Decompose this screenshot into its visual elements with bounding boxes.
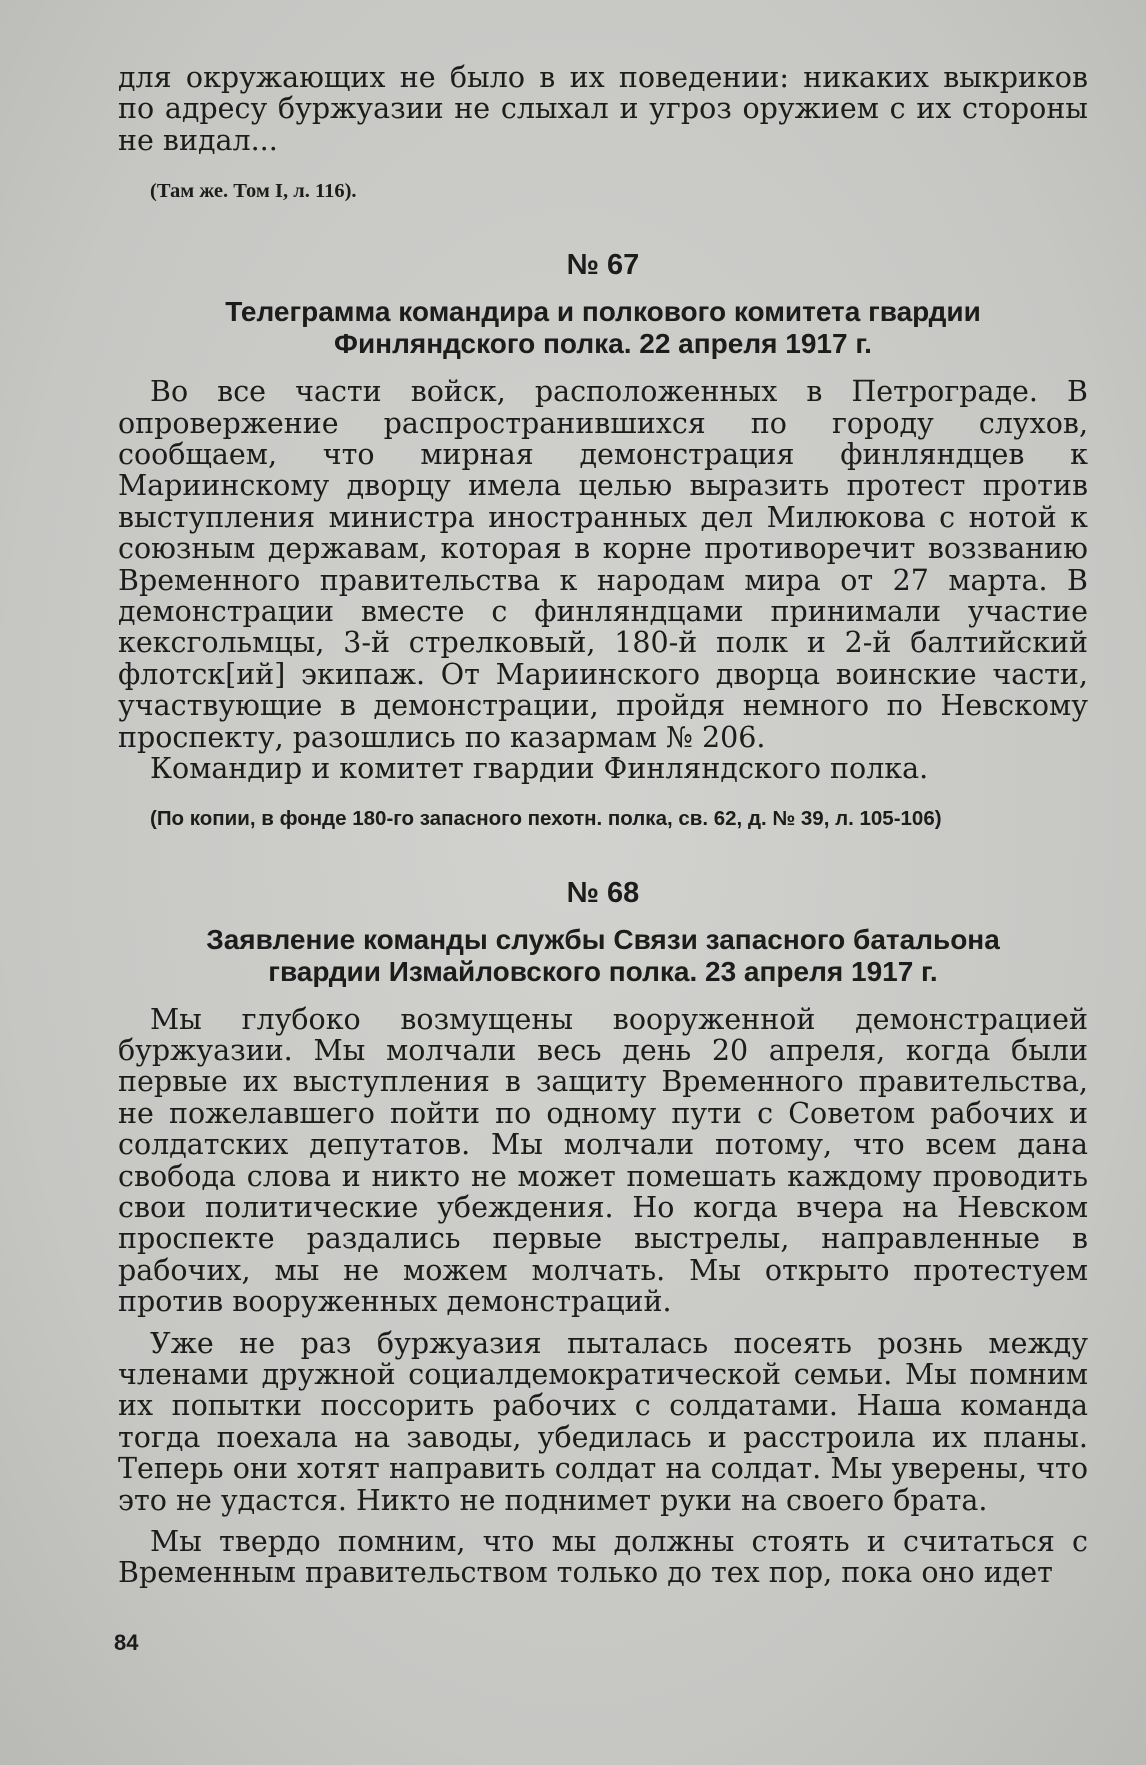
document-title: Телеграмма командира и полкового комитета гвардии Финляндского полка. 22 апреля 1917 г. <box>225 296 981 360</box>
document-title: Заявление команды службы Связи запасного батальона гвардии Измайловского полка. 23 апреля 1917 г. <box>206 923 1000 987</box>
continued-paragraph: для окружающих не было в их поведении: никаких выкриков по адресу буржуазии не слыхал и угроз оружием с их стороны не видал... <box>118 61 1088 157</box>
page-content <box>118 62 1088 1589</box>
document-paragraph: Уже не раз буржуазия пыталась посеять рознь между членами дружной социалдемократической семьи. Мы помним их попытки поссорить рабочих с солдатами. Наша команда тогда поехала на заводы, убедилась и расстроила их планы. Теперь они хотят направить солдат на солдат. Мы уверены, что это не удастся. Никто не поднимет руки на своего брата. <box>118 1326 1088 1517</box>
document-number: № 68 <box>566 876 640 909</box>
document-paragraph: Во все части войск, расположенных в Петрограде. В опровержение распространившихся по городу слухов, сообщаем, что мирная демонстрация финляндцев к Мариинскому дворцу имела целью выразить протест против выступления министра иностранных дел Милюкова с нотой к союзным державам, которая в корне противоречит воззванию Временного правительства к народам мира от 27 марта. В демонстрации вместе с финляндцами принимали участие кексгольмцы, 3-й стрелковый, 180-й полк и 2-й балтийский флотск[ий] экипаж. От Мариинского дворца воинские части, участвующие в демонстрации, пройдя немного по Невскому проспекту, разошлись по казармам № 206. <box>118 375 1088 754</box>
source-citation: (Там же. Том I, л. 116). <box>150 180 357 203</box>
document-paragraph: Мы твердо помним, что мы должны стоять и считаться с Временным правительством только до тех пор, пока оно идет <box>118 1525 1088 1590</box>
document-paragraph: Мы глубоко возмущены вооруженной демонстрацией буржуазии. Мы молчали весь день 20 апреля, когда были первые их выступления в защиту Временного правительства, не пожелавшего пойти по одному пути с Советом рабочих и солдатских депутатов. Мы молчали потому, что всем дана свобода слова и никто не может помешать каждому проводить свои политические убеждения. Но когда вчера на Невском проспекте раздались первые выстрелы, направленные в рабочих, мы не можем молчать. Мы открыто протестуем против вооруженных демонстраций. <box>118 1002 1088 1319</box>
document-number: № 67 <box>566 249 640 282</box>
source-citation: (По копии, в фонде 180-го запасного пехотн. полка, св. 62, д. № 39, л. 105-106) <box>150 806 942 830</box>
document-67 <box>118 249 1088 830</box>
document-signature: Командир и комитет гвардии Финляндского полка. <box>150 752 929 786</box>
document-68 <box>118 877 1088 1589</box>
page-number: 84 <box>114 1630 139 1655</box>
